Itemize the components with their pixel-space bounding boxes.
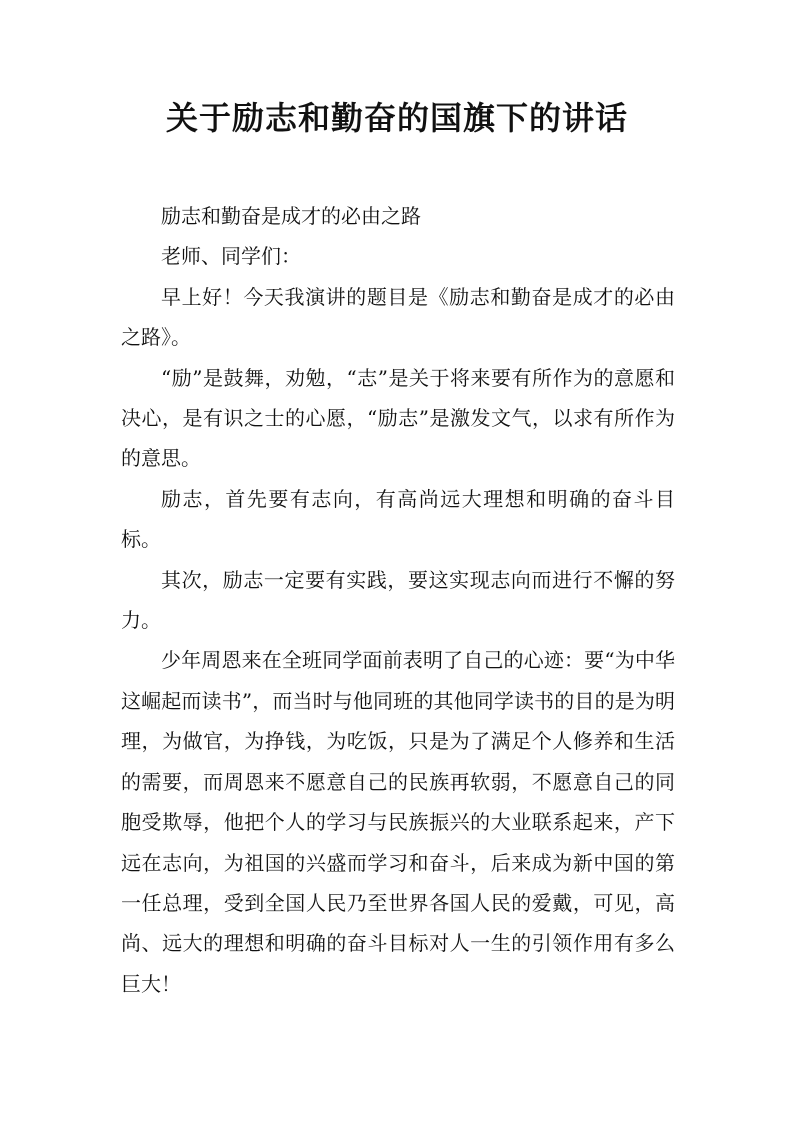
paragraph-example: 少年周恩来在全班同学面前表明了自己的心迹：要“为中华这崛起而读书”，而当时与他同班的其他同学读书的目的是为明理，为做官，为挣钱，为吃饭，只是为了满足个人修养和生活的需要，而周恩来不愿意自己的民族再软弱，不愿意自己的同胞受欺辱，他把个人的学习与民族振兴的大业联系起来，产下远在志向，为祖国的兴盛而学习和奋斗，后来成为新中国的第一任总理，受到全国人民乃至世界各国人民的爱戴，可见，高尚、远大的理想和明确的奋斗目标对人一生的引领作用有多么巨大！	[121, 648, 675, 996]
paragraph-second-point: 其次，励志一定要有实践，要这实现志向而进行不懈的努力。	[121, 567, 675, 633]
document-body	[121, 196, 675, 1004]
paragraph-first-point: 励志，首先要有志向，有高尚远大理想和明确的奋斗目标。	[121, 486, 675, 552]
paragraph-greeting: 早上好！今天我演讲的题目是《励志和勤奋是成才的必由之路》。	[121, 284, 675, 350]
paragraph-salutation: 老师、同学们：	[161, 244, 301, 269]
paragraph-definition: “励”是鼓舞，劝勉，“志”是关于将来要有所作为的意愿和决心，是有识之士的心愿，“励志”是激发文气，以求有所作为的意思。	[121, 365, 675, 471]
document-title: 关于励志和勤奋的国旗下的讲话	[165, 99, 628, 137]
paragraph-subtitle: 励志和勤奋是成才的必由之路	[161, 204, 421, 228]
